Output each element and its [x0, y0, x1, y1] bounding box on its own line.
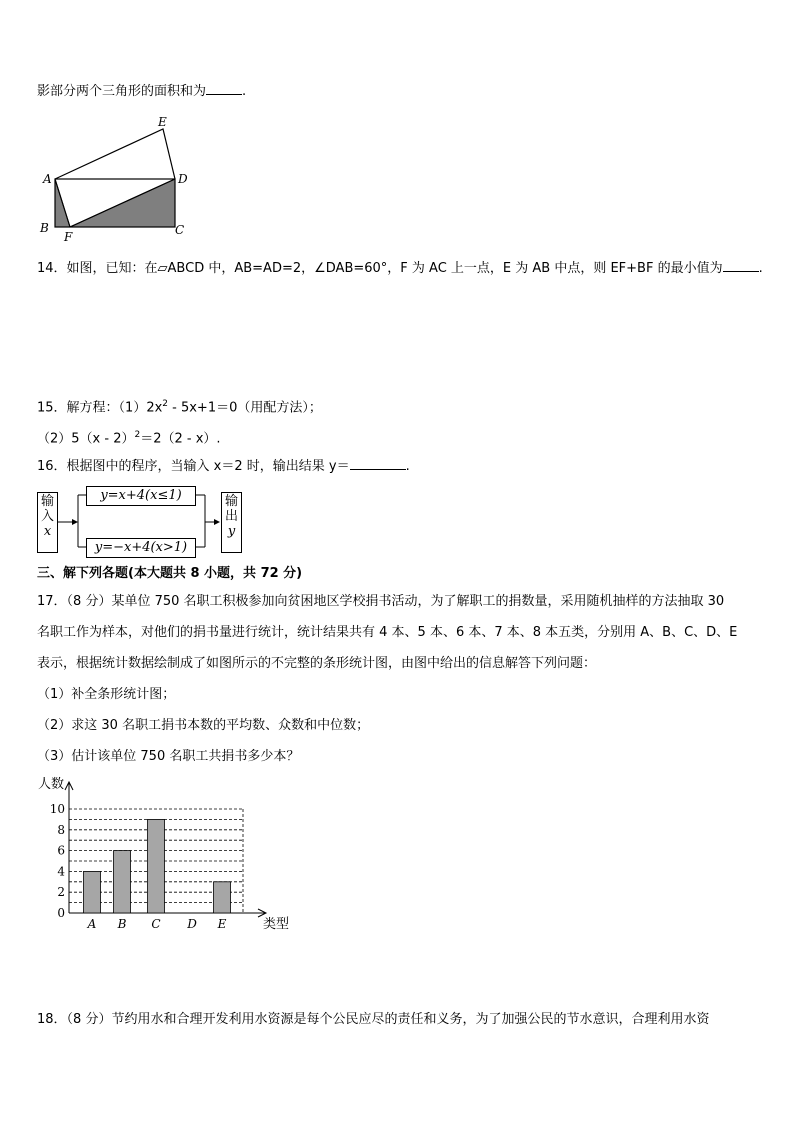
label-c: C: [175, 223, 185, 237]
bar-E: [214, 882, 231, 913]
x-tick-label-D: D: [187, 917, 197, 931]
q15-line1: 15．解方程：$(1)2x^2 - 5x+1=0$（用配方法）；: [37, 399, 322, 416]
bar-C: [148, 819, 165, 913]
x-tick-label-B: B: [117, 917, 127, 931]
label-e: E: [158, 115, 167, 129]
q14-answer-blank[interactable]: [723, 259, 759, 272]
y-tick-label: 2: [57, 885, 65, 900]
x-tick-label-C: C: [151, 917, 161, 931]
label-d: D: [178, 172, 188, 186]
q13-text: 影部分两个三角形的面积和为 .: [37, 84, 247, 99]
x-tick-label-A: A: [87, 917, 97, 931]
q17-bar-chart: [30, 772, 300, 937]
output-box: 输 出 y: [221, 492, 242, 553]
q16-text: 16．根据图中的程序，当输入 x＝2 时，输出结果 y＝ .: [37, 459, 410, 474]
label-f: F: [64, 230, 73, 244]
bar-A: [84, 871, 101, 913]
q16-answer-blank[interactable]: [350, 457, 406, 470]
bar-B: [114, 851, 131, 913]
q16-flowchart: [37, 486, 247, 554]
q14-text: 14．如图，已知：在▱ABCD 中，AB=AD=2，∠DAB=60°，F 为 AC 上一点，E 为 AB 中点，则 EF+BF 的最小值为 .: [37, 261, 763, 276]
y-tick-label: 0: [57, 906, 65, 920]
y-tick-label: 8: [57, 822, 65, 837]
y-tick-label: 4: [57, 864, 65, 879]
section-heading: 三、解下列各题(本大题共 8 小题，共 72 分): [37, 566, 303, 581]
q17-sub2: （2）求这 30 名职工捐书本数的平均数、众数和中位数；: [37, 718, 370, 733]
q17-sub1: （1）补全条形统计图；: [37, 687, 176, 702]
label-a: A: [43, 172, 52, 186]
q17-sub3: （3）估计该单位 750 名职工共捐书多少本？: [37, 749, 300, 764]
y-tick-label: 10: [49, 802, 65, 816]
q17-line2: 名职工作为样本，对他们的捐书量进行统计，统计结果共有 4 本、5 本、6 本、7 本、8 本五类，分别用 A、B、C、D、E: [37, 625, 738, 640]
q18-text: 18．（8 分）节约用水和合理开发利用水资源是每个公民应尽的责任和义务，为了加强公民的节水意识，合理利用水资: [37, 1012, 710, 1027]
label-b: B: [40, 221, 49, 235]
x-axis-title: 类型: [263, 917, 290, 932]
q13-geometry-figure: [36, 114, 196, 246]
q15-line2: （2）5（x - 2）$^2$＝2（2 - x）.: [37, 430, 221, 447]
y-tick-label: 6: [57, 843, 65, 858]
input-box: 输 入 x: [37, 492, 58, 553]
condition-box-top: y=x+4(x≤1): [86, 486, 196, 506]
q17-line1: 17．（8 分）某单位 750 名职工积极参加向贫困地区学校捐书活动，为了解职工的捐数量，采用随机抽样的方法抽取 30: [37, 594, 725, 609]
y-axis-title: 人数: [38, 777, 65, 792]
q17-line3: 表示，根据统计数据绘制成了如图所示的不完整的条形统计图，由图中给出的信息解答下列问题：: [37, 656, 597, 671]
fold-lines: [55, 129, 175, 179]
q13-answer-blank[interactable]: [206, 82, 242, 95]
x-tick-label-E: E: [217, 917, 227, 931]
condition-box-bottom: y=−x+4(x>1): [86, 538, 196, 558]
